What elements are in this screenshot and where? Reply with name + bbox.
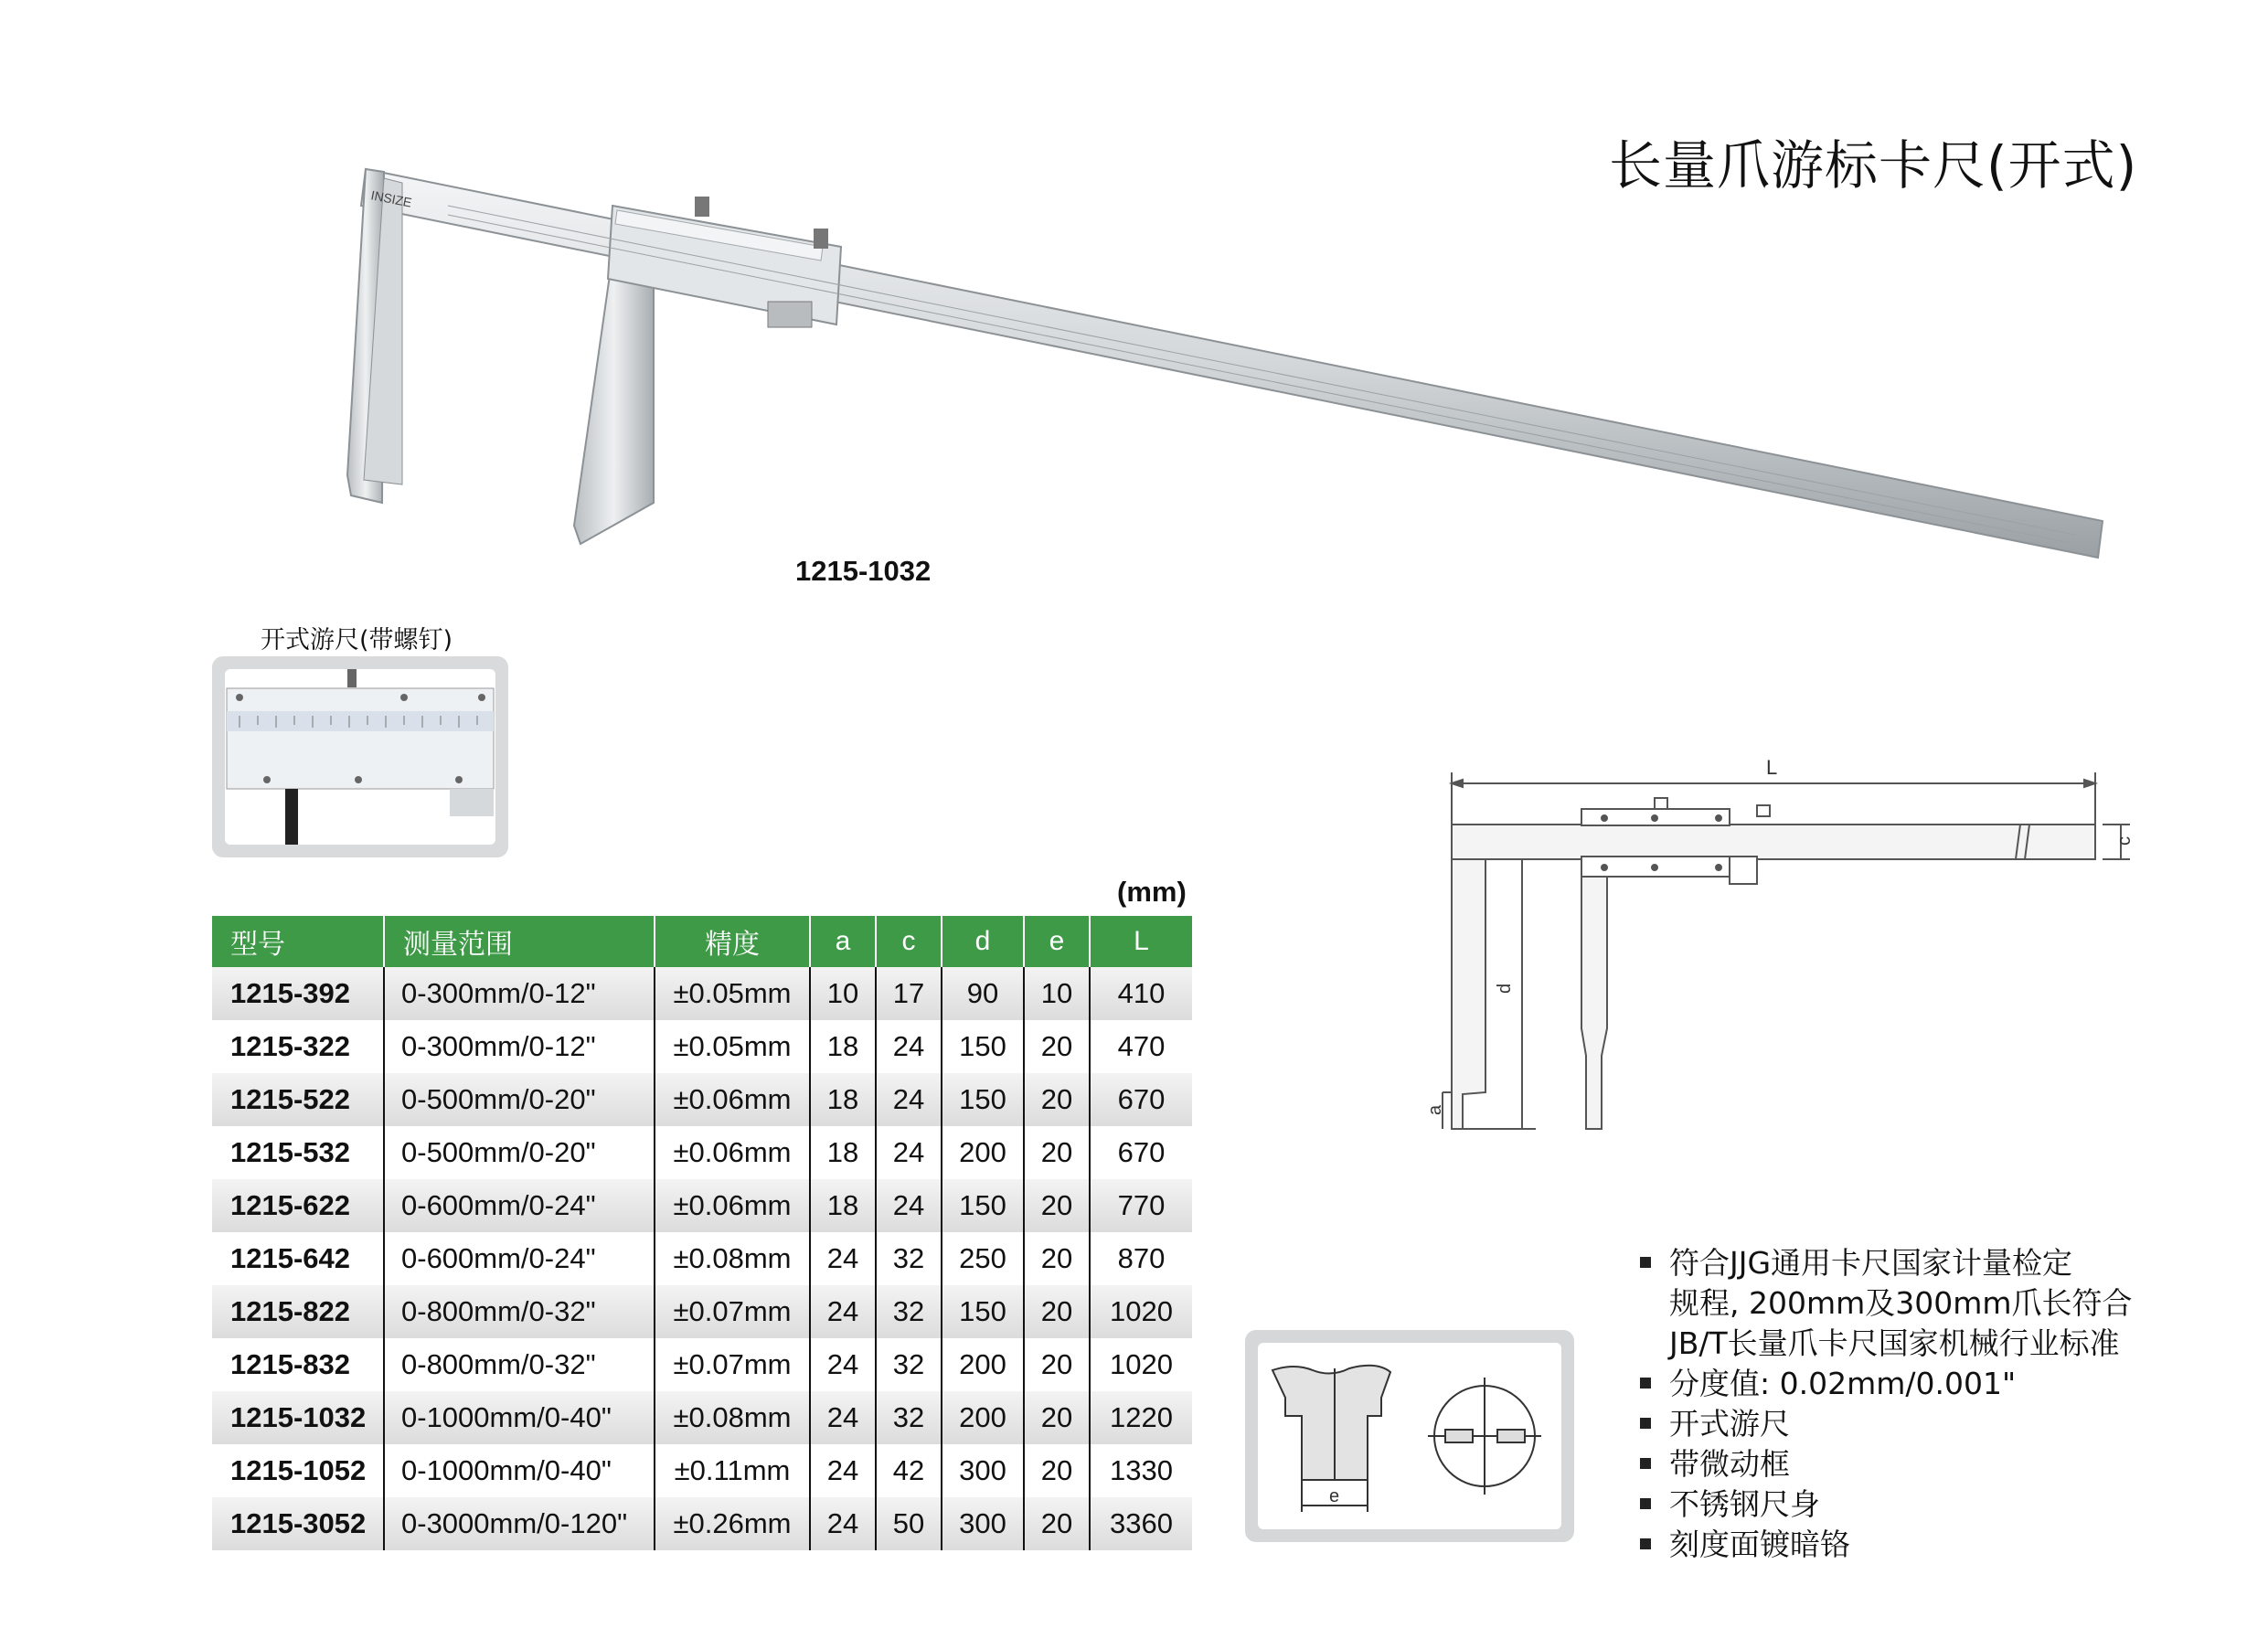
feature-item: 开式游尺 [1636, 1404, 2240, 1444]
cell-accuracy: ±0.07mm [655, 1285, 810, 1338]
cell-d: 200 [942, 1338, 1024, 1391]
feature-item: 不锈钢尺身 [1636, 1484, 2240, 1525]
cell-accuracy: ±0.11mm [655, 1444, 810, 1497]
jaw-detail-box [1245, 1330, 1574, 1542]
cell-e: 20 [1024, 1179, 1090, 1232]
table-row [212, 1497, 1192, 1550]
cell-c: 32 [876, 1338, 942, 1391]
cell-range: 0-1000mm/0-40" [384, 1391, 655, 1444]
cell-accuracy: ±0.26mm [655, 1497, 810, 1550]
cell-range: 0-500mm/0-20" [384, 1126, 655, 1179]
cell-c: 24 [876, 1126, 942, 1179]
cell-L: 1330 [1090, 1444, 1192, 1497]
cell-e: 20 [1024, 1232, 1090, 1285]
cell-a: 24 [810, 1444, 876, 1497]
cell-c: 24 [876, 1073, 942, 1126]
cell-d: 150 [942, 1285, 1024, 1338]
cell-d: 150 [942, 1073, 1024, 1126]
dimension-diagram [1425, 754, 2139, 1147]
cell-d: 150 [942, 1179, 1024, 1232]
cell-accuracy: ±0.07mm [655, 1338, 810, 1391]
cell-L: 1020 [1090, 1338, 1192, 1391]
feature-item: 刻度面镀暗铬 [1636, 1525, 2240, 1565]
table-row [212, 967, 1192, 1020]
cell-e: 20 [1024, 1497, 1090, 1550]
header-accuracy: 精度 [655, 916, 810, 967]
header-e: e [1024, 916, 1090, 967]
cell-a: 24 [810, 1497, 876, 1550]
cell-d: 250 [942, 1232, 1024, 1285]
cell-range: 0-800mm/0-32" [384, 1285, 655, 1338]
cell-d: 150 [942, 1020, 1024, 1073]
diagram-label-L: L [1766, 756, 1778, 779]
cell-e: 10 [1024, 967, 1090, 1020]
svg-text:INSIZE: INSIZE [369, 187, 413, 210]
cell-c: 24 [876, 1179, 942, 1232]
cell-accuracy: ±0.08mm [655, 1391, 810, 1444]
header-model: 型号 [212, 916, 384, 967]
cell-a: 24 [810, 1338, 876, 1391]
diagram-label-d: d [1495, 983, 1515, 994]
cell-a: 24 [810, 1391, 876, 1444]
cell-c: 17 [876, 967, 942, 1020]
cell-range: 0-600mm/0-24" [384, 1179, 655, 1232]
diagram-label-c: c [2114, 836, 2135, 846]
cell-accuracy: ±0.06mm [655, 1126, 810, 1179]
cell-a: 18 [810, 1073, 876, 1126]
table-row [212, 1126, 1192, 1179]
feature-item-continued: JB/T长量爪卡尺国家机械行业标准 [1669, 1325, 2120, 1361]
cell-model: 1215-622 [212, 1179, 384, 1232]
header-L: L [1090, 916, 1192, 967]
vernier-detail-photo [212, 656, 508, 857]
cell-range: 0-800mm/0-32" [384, 1338, 655, 1391]
cell-model: 1215-322 [212, 1020, 384, 1073]
header-d: d [942, 916, 1024, 967]
table-row [212, 1020, 1192, 1073]
table-row [212, 1338, 1192, 1391]
cell-e: 20 [1024, 1285, 1090, 1338]
cell-L: 670 [1090, 1126, 1192, 1179]
table-row [212, 1232, 1192, 1285]
diagram-label-a: a [1425, 1104, 1445, 1115]
table-row [212, 1285, 1192, 1338]
caliper-photo [338, 155, 2112, 576]
cell-accuracy: ±0.06mm [655, 1073, 810, 1126]
cell-a: 18 [810, 1020, 876, 1073]
cell-a: 18 [810, 1126, 876, 1179]
cell-range: 0-300mm/0-12" [384, 1020, 655, 1073]
cell-e: 20 [1024, 1126, 1090, 1179]
cell-accuracy: ±0.05mm [655, 967, 810, 1020]
header-range: 测量范围 [384, 916, 655, 967]
feature-item: 分度值: 0.02mm/0.001" [1636, 1364, 2240, 1404]
table-header-row [212, 916, 1192, 967]
header-a: a [810, 916, 876, 967]
header-c: c [876, 916, 942, 967]
cell-accuracy: ±0.06mm [655, 1179, 810, 1232]
unit-label: (mm) [1117, 876, 1187, 908]
cell-model: 1215-532 [212, 1126, 384, 1179]
cell-e: 20 [1024, 1338, 1090, 1391]
cell-a: 24 [810, 1232, 876, 1285]
cell-c: 50 [876, 1497, 942, 1550]
cell-model: 1215-522 [212, 1073, 384, 1126]
page-title: 长量爪游标卡尺(开式) [1609, 133, 2138, 197]
cell-L: 770 [1090, 1179, 1192, 1232]
cell-range: 0-500mm/0-20" [384, 1073, 655, 1126]
table-row [212, 1179, 1192, 1232]
cell-c: 32 [876, 1232, 942, 1285]
cell-range: 0-3000mm/0-120" [384, 1497, 655, 1550]
cell-model: 1215-1052 [212, 1444, 384, 1497]
cell-L: 410 [1090, 967, 1192, 1020]
cell-model: 1215-832 [212, 1338, 384, 1391]
cell-a: 24 [810, 1285, 876, 1338]
table-row [212, 1391, 1192, 1444]
cell-model: 1215-1032 [212, 1391, 384, 1444]
table-row [212, 1073, 1192, 1126]
cell-d: 90 [942, 967, 1024, 1020]
feature-item: 符合JJG通用卡尺国家计量检定 [1636, 1243, 2240, 1283]
cell-accuracy: ±0.05mm [655, 1020, 810, 1073]
cell-d: 300 [942, 1444, 1024, 1497]
cell-e: 20 [1024, 1444, 1090, 1497]
cell-range: 0-600mm/0-24" [384, 1232, 655, 1285]
cell-c: 42 [876, 1444, 942, 1497]
cell-range: 0-1000mm/0-40" [384, 1444, 655, 1497]
detail-label-e: e [1329, 1486, 1340, 1506]
cell-e: 20 [1024, 1391, 1090, 1444]
cell-model: 1215-642 [212, 1232, 384, 1285]
cell-d: 200 [942, 1126, 1024, 1179]
feature-item-continued: 规程, 200mm及300mm爪长符合 [1669, 1285, 2133, 1321]
cell-accuracy: ±0.08mm [655, 1232, 810, 1285]
cell-c: 32 [876, 1391, 942, 1444]
cell-a: 18 [810, 1179, 876, 1232]
feature-list [1636, 1243, 2240, 1565]
inset-caption: 开式游尺(带螺钉) [261, 626, 453, 654]
cell-model: 1215-392 [212, 967, 384, 1020]
cell-L: 470 [1090, 1020, 1192, 1073]
cell-L: 1020 [1090, 1285, 1192, 1338]
cell-c: 32 [876, 1285, 942, 1338]
cell-range: 0-300mm/0-12" [384, 967, 655, 1020]
cell-L: 1220 [1090, 1391, 1192, 1444]
cell-d: 300 [942, 1497, 1024, 1550]
spec-table [212, 916, 1192, 1550]
cell-L: 870 [1090, 1232, 1192, 1285]
cell-L: 670 [1090, 1073, 1192, 1126]
cell-a: 10 [810, 967, 876, 1020]
cell-c: 24 [876, 1020, 942, 1073]
feature-item: 带微动框 [1636, 1444, 2240, 1484]
cell-d: 200 [942, 1391, 1024, 1444]
product-model-label: 1215-1032 [795, 555, 932, 587]
cell-e: 20 [1024, 1020, 1090, 1073]
cell-model: 1215-822 [212, 1285, 384, 1338]
cell-e: 20 [1024, 1073, 1090, 1126]
cell-model: 1215-3052 [212, 1497, 384, 1550]
table-row [212, 1444, 1192, 1497]
cell-L: 3360 [1090, 1497, 1192, 1550]
